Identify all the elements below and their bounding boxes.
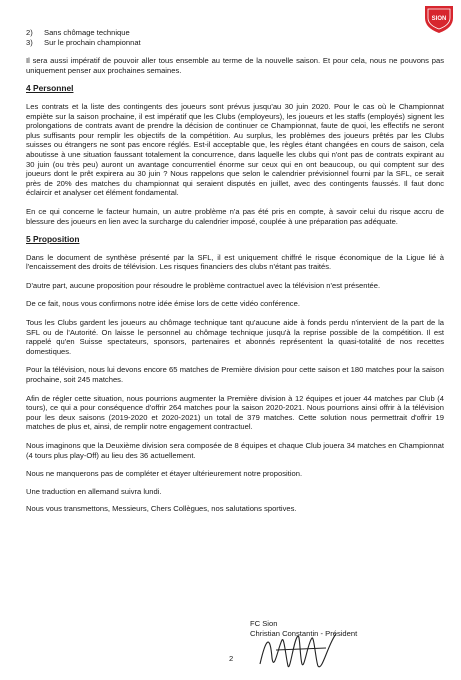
- list-number: 3): [26, 37, 33, 47]
- svg-text:SION: SION: [431, 16, 447, 22]
- closing-salutation: Nous vous transmettons, Messieurs, Chers Collègues, nos salutations sportives.: [26, 504, 297, 514]
- proposition-paragraph: De ce fait, nous vous confirmons notre idée émise lors de cette vidéo conférence.: [26, 299, 300, 309]
- handwritten-signature: [256, 628, 346, 674]
- proposition-paragraph: D'autre part, aucune proposition pour résoudre le problème contractuel avec la télévision n'est présentée.: [26, 280, 381, 290]
- personnel-paragraph-injury: En ce qui concerne le facteur humain, un autre problème n'a pas été pris en compte, à savoir celui du risque accru de blessure des joueurs en lien avec la surcharge du calendrier imposé, couplée à une préparation pas adéquate.: [26, 206, 444, 226]
- list-text: Sur le prochain championnat: [44, 37, 141, 47]
- section-title-personnel: 4 Personnel: [26, 83, 74, 94]
- list-number: 2): [26, 28, 33, 37]
- list-item: [26, 28, 444, 38]
- list-text: Sans chômage technique: [44, 28, 130, 37]
- proposition-paragraph: Dans le document de synthèse présenté par la SFL, il est uniquement chiffré le risque économique de la Ligue lié à l'encaissement des droits de télévision. Les risques financiers des clubs n'étant pas traités.: [26, 252, 444, 272]
- intro-paragraph: Il sera aussi impératif de pouvoir aller tous ensemble au terme de la nouvelle saison. Et pour cela, nous ne pouvons pas uniquement penser aux prochaines semaines.: [26, 56, 444, 75]
- proposition-paragraph: Tous les Clubs gardent les joueurs au chômage technique tant qu'aucune aide à fonds perdu n'intervient de la part de la SFL ou de l'Autorité. On laisse le personnel au chômage technique jusqu'à la reprise possible de la compétition. Il est rappelé qu'en Suisse spectateurs, sponsors, partenaires et abonnés représentent la quasi-totalité de nos recettes domestiques.: [26, 318, 444, 356]
- proposition-paragraph: Nous ne manquerons pas de compléter et étayer ultérieurement notre proposition.: [26, 469, 303, 479]
- proposition-paragraph: Afin de régler cette situation, nous pourrions augmenter la Première division à 12 équipes et jouer 44 matches par Club (4 tours), ce qui a pour conséquence d'offrir 264 matches pour la saison 2020-2021. Nous pourrions ainsi offrir à la télévision pour les deux saisons (2019-2020 et 2020-2021) un total de 379 matches. Cette solution nous permettrait d'offrir 19 matches de plus et, ainsi, de remplir notre engagement contractuel.: [26, 393, 444, 432]
- personnel-paragraph-contracts: Les contrats et la liste des contingents des joueurs sont prévus jusqu'au 30 juin 2020. Pour le cas où le Championnat empiète sur la saison prochaine, il est impératif que les Clubs (employeurs), les joueurs et les staffs (employés) signent les prolongations de contrats avant de prendre la décision de continuer ce Championnat, faute de quoi, les effectifs ne seront plus suffisants pour remplir les objectifs de la compétition. Au surplus, les problèmes des joueurs prêtés par les Clubs suisses ou étrangers ne sont pas encore réglés. Est-il acceptable que, les règles étant changées en cours de saison, cela aboutisse à une situation faussant totalement la concurrence, dans laquelle les clubs qui n'ont pas de contrats expirant au 30 juin (ou très peu) auront un avantage concurrentiel énorme sur ceux qui en ont beaucoup, ou qui comptent sur des joueurs dont le prêt expirera au 30 juin ? Nous rappelons que selon le calendrier prévisionnel fourni par la SFL, ce serait près de 20% des matches du championnat qui seraient disputés en juillet, avec des contingents faussés. Il faut donc éclaircir et analyser cet élément fondamental.: [26, 101, 444, 198]
- signature-org: FC Sion: [250, 619, 278, 628]
- numbered-list: [26, 28, 444, 47]
- section-title-proposition: 5 Proposition: [26, 234, 80, 245]
- proposition-paragraph: Pour la télévision, nous lui devons encore 65 matches de Première division pour cette saison et 180 matches pour la saison prochaine, soit 245 matches.: [26, 365, 444, 385]
- list-item: [26, 38, 444, 48]
- proposition-paragraph: Une traduction en allemand suivra lundi.: [26, 486, 162, 496]
- signature-name: Christian Constantin - Président: [250, 628, 358, 638]
- page-number: 2: [229, 654, 234, 663]
- document-body: [26, 28, 444, 522]
- proposition-paragraph: Nous imaginons que la Deuxième division sera composée de 8 équipes et chaque Club jouera 34 matches en Championnat (4 tours plus play-Off) au lieu des 36 actuellement.: [26, 441, 444, 460]
